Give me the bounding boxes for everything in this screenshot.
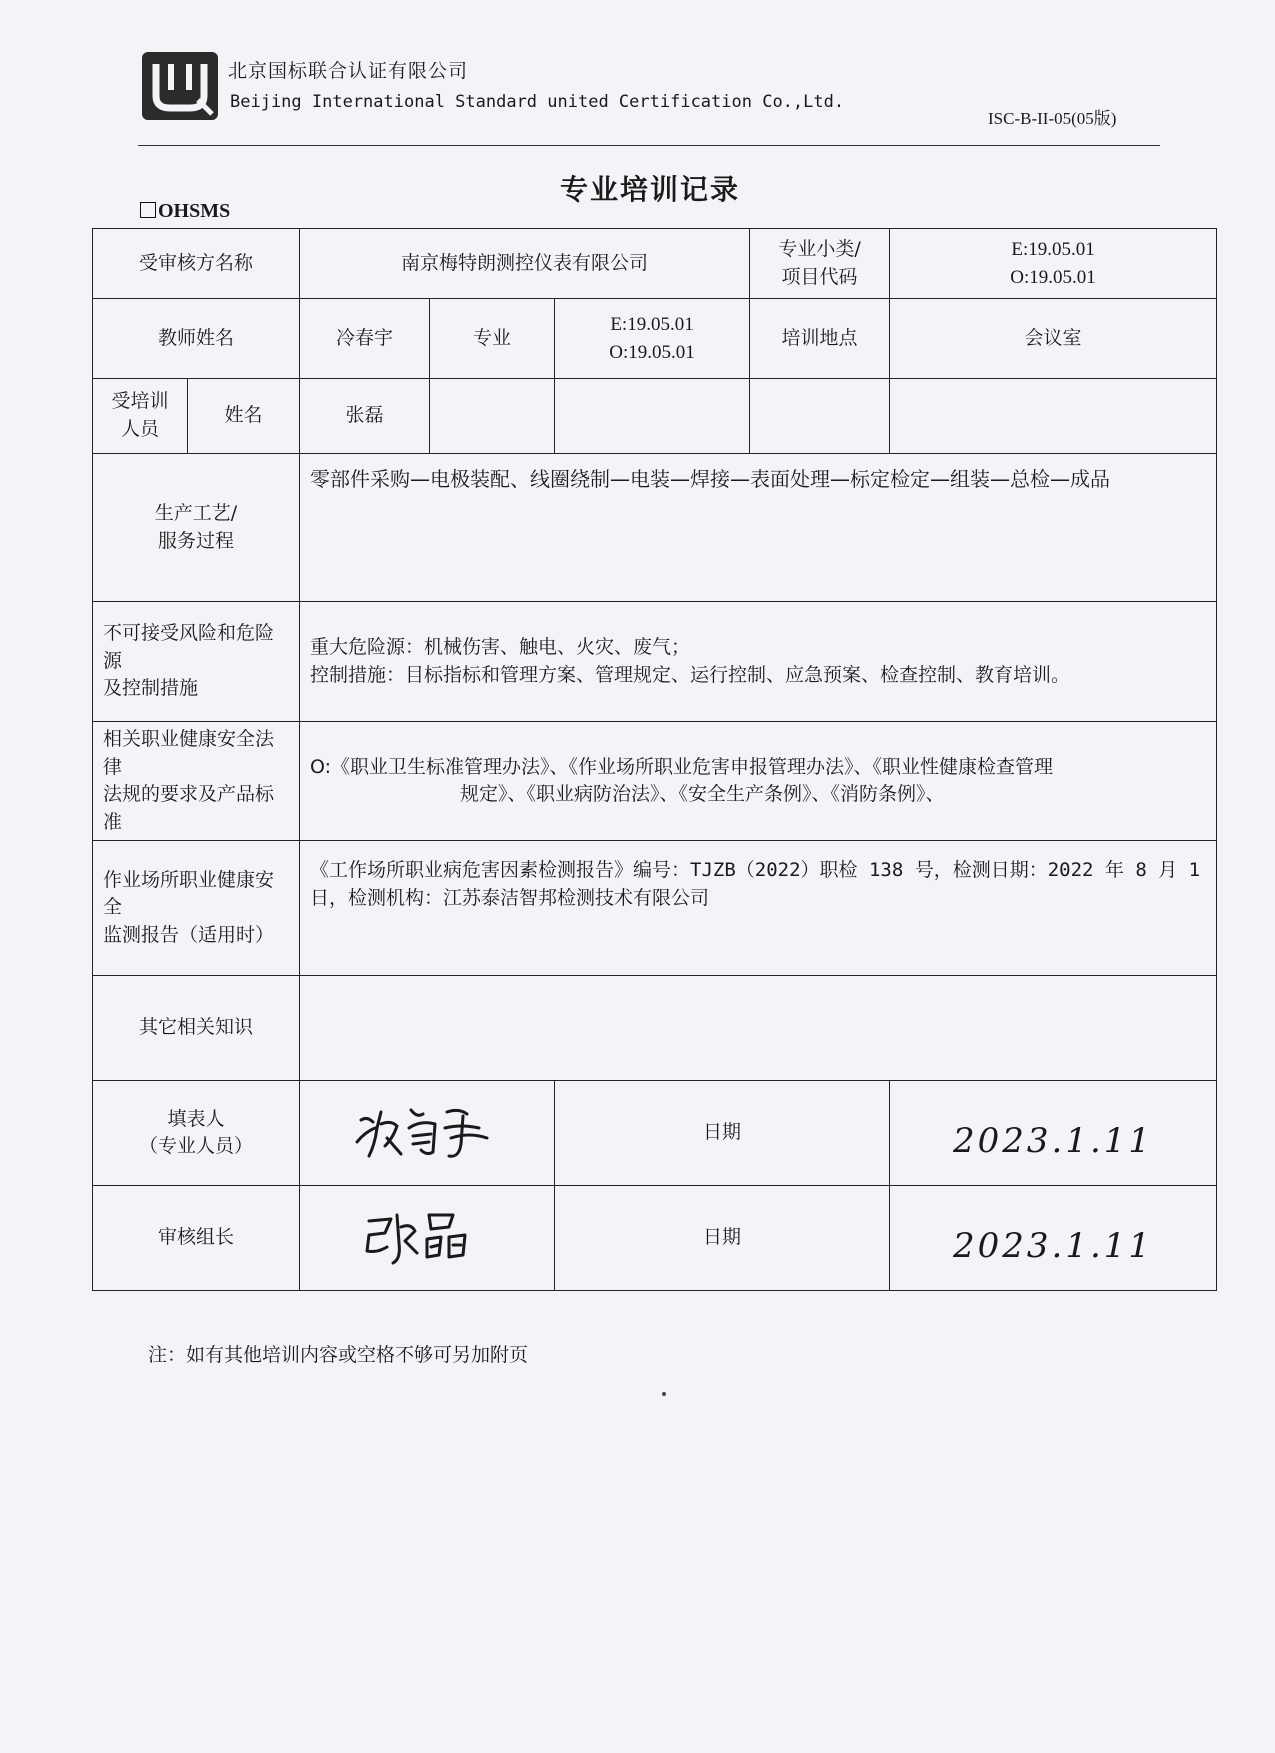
teacher-label-cell xyxy=(93,299,300,379)
risk-label-cell xyxy=(93,602,300,722)
law-value-line-2: 规定》、《职业病防治法》、《安全生产条例》、《消防条例》、 xyxy=(460,783,945,806)
leader-date: 2023.1.11 xyxy=(953,1225,1154,1266)
auditee-label-cell xyxy=(93,229,300,299)
category-code-o: O:19.05.01 xyxy=(1010,266,1096,288)
auditee-value-cell xyxy=(300,229,750,299)
specialty-label-cell xyxy=(430,299,555,379)
company-name-cn: 北京国标联合认证有限公司 xyxy=(228,60,469,82)
trainee-label-cell xyxy=(93,379,188,454)
specialty-label: 专业 xyxy=(473,326,512,349)
law-label-line-1: 相关职业健康安全法律 xyxy=(103,728,275,778)
auditee-value: 南京梅特朗测控仪表有限公司 xyxy=(401,251,649,274)
ohsms-checkbox-label xyxy=(140,200,230,223)
empty-cell xyxy=(555,379,750,454)
auditee-label: 受审核方名称 xyxy=(139,251,254,274)
risk-controls: 控制措施：目标指标和管理方案、管理规定、运行控制、应急预案、检查控制、教育培训。 xyxy=(310,663,1071,686)
filler-date-label: 日期 xyxy=(703,1121,742,1144)
leader-signature-cell xyxy=(300,1186,555,1291)
category-code-e: E:19.05.01 xyxy=(1011,238,1095,260)
process-label-line-1: 生产工艺/ xyxy=(154,501,238,524)
empty-cell xyxy=(750,379,890,454)
law-value-cell xyxy=(300,722,1217,841)
filler-date-label-cell xyxy=(555,1081,890,1186)
filler-signature-image xyxy=(347,1098,507,1168)
other-value-cell xyxy=(300,976,1217,1081)
filler-label-cell xyxy=(93,1081,300,1186)
process-value-cell xyxy=(300,454,1217,602)
table-row xyxy=(93,841,1217,976)
table-row xyxy=(93,602,1217,722)
report-label-line-2: 监测报告（适用时） xyxy=(103,923,275,946)
filler-signature-cell xyxy=(300,1081,555,1186)
isc-logo-icon xyxy=(140,50,220,122)
filler-label-line-2: （专业人员） xyxy=(139,1135,254,1158)
specialty-code-o: O:19.05.01 xyxy=(609,341,695,363)
trainee-label-line-1: 受培训 xyxy=(111,390,169,413)
leader-label: 审核组长 xyxy=(158,1226,235,1249)
teacher-name: 冷春宇 xyxy=(336,326,394,349)
table-row xyxy=(93,379,1217,454)
ohsms-checkbox[interactable] xyxy=(140,202,156,218)
trainee-label-line-2: 人员 xyxy=(120,418,159,440)
company-name-en: Beijing International Standard united Certification Co.,Ltd. xyxy=(230,92,845,112)
category-label-line-1: 专业小类/ xyxy=(778,237,861,260)
ohsms-label: OHSMS xyxy=(158,200,231,222)
leader-date-label: 日期 xyxy=(703,1226,742,1249)
teacher-name-cell xyxy=(300,299,430,379)
filler-date: 2023.1.11 xyxy=(953,1120,1154,1161)
process-label-cell xyxy=(93,454,300,602)
risk-label-line-1: 不可接受风险和危险源 xyxy=(103,622,275,672)
specialty-code-cell xyxy=(555,299,750,379)
risk-value-cell xyxy=(300,602,1217,722)
trainee-name: 张磊 xyxy=(345,404,384,427)
teacher-label: 教师姓名 xyxy=(158,326,235,349)
report-label-cell xyxy=(93,841,300,976)
table-row xyxy=(93,1081,1217,1186)
process-value: 零部件采购—电极装配、线圈绕制—电装—焊接—表面处理—标定检定—组装—总检—成品 xyxy=(310,467,1111,491)
other-label-cell xyxy=(93,976,300,1081)
table-row xyxy=(93,299,1217,379)
leader-label-cell xyxy=(93,1186,300,1291)
specialty-code-e: E:19.05.01 xyxy=(610,313,694,335)
training-record-table xyxy=(92,228,1217,1291)
law-label-cell xyxy=(93,722,300,841)
location-value: 会议室 xyxy=(1024,326,1082,349)
risk-hazards: 重大危险源：机械伤害、触电、火灾、废气； xyxy=(310,635,691,658)
leader-signature-image xyxy=(357,1203,497,1273)
law-value-line-1: O:《职业卫生标准管理办法》、《作业场所职业危害申报管理办法》、《职业性健康检查管理 xyxy=(310,755,1054,778)
document-title: 专业培训记录 xyxy=(559,173,740,206)
location-value-cell xyxy=(890,299,1217,379)
empty-cell xyxy=(890,379,1217,454)
other-label: 其它相关知识 xyxy=(139,1016,254,1039)
name-label-cell xyxy=(188,379,300,454)
location-label: 培训地点 xyxy=(781,326,858,349)
trainee-name-cell xyxy=(300,379,430,454)
process-label-line-2: 服务过程 xyxy=(158,529,235,552)
category-label-cell xyxy=(750,229,890,299)
leader-date-label-cell xyxy=(555,1186,890,1291)
footnote: 注：如有其他培训内容或空格不够可另加附页 xyxy=(148,1344,529,1366)
table-row xyxy=(93,976,1217,1081)
law-label-line-2: 法规的要求及产品标准 xyxy=(103,783,275,833)
leader-date-cell xyxy=(890,1186,1217,1291)
filler-date-cell xyxy=(890,1081,1217,1186)
name-label: 姓名 xyxy=(224,404,263,427)
table-row xyxy=(93,1186,1217,1291)
category-code-cell xyxy=(890,229,1217,299)
risk-label-line-2: 及控制措施 xyxy=(103,677,199,700)
empty-cell xyxy=(430,379,555,454)
report-label-line-1: 作业场所职业健康安全 xyxy=(103,868,275,919)
form-code: ISC-B-II-05(05版) xyxy=(988,109,1117,128)
report-value-cell xyxy=(300,841,1217,976)
location-label-cell xyxy=(750,299,890,379)
table-row xyxy=(93,229,1217,299)
filler-label-line-1: 填表人 xyxy=(167,1107,225,1130)
scan-speck xyxy=(662,1392,666,1396)
table-row xyxy=(93,722,1217,841)
category-label-line-2: 项目代码 xyxy=(781,265,858,288)
report-value: 《工作场所职业病危害因素检测报告》编号：TJZB（2022）职检 138 号，检测日期：2022 年 8 月 1 日，检测机构：江苏泰洁智邦检测技术有限公司 xyxy=(310,859,1201,909)
header-divider xyxy=(138,145,1160,146)
table-row xyxy=(93,454,1217,602)
